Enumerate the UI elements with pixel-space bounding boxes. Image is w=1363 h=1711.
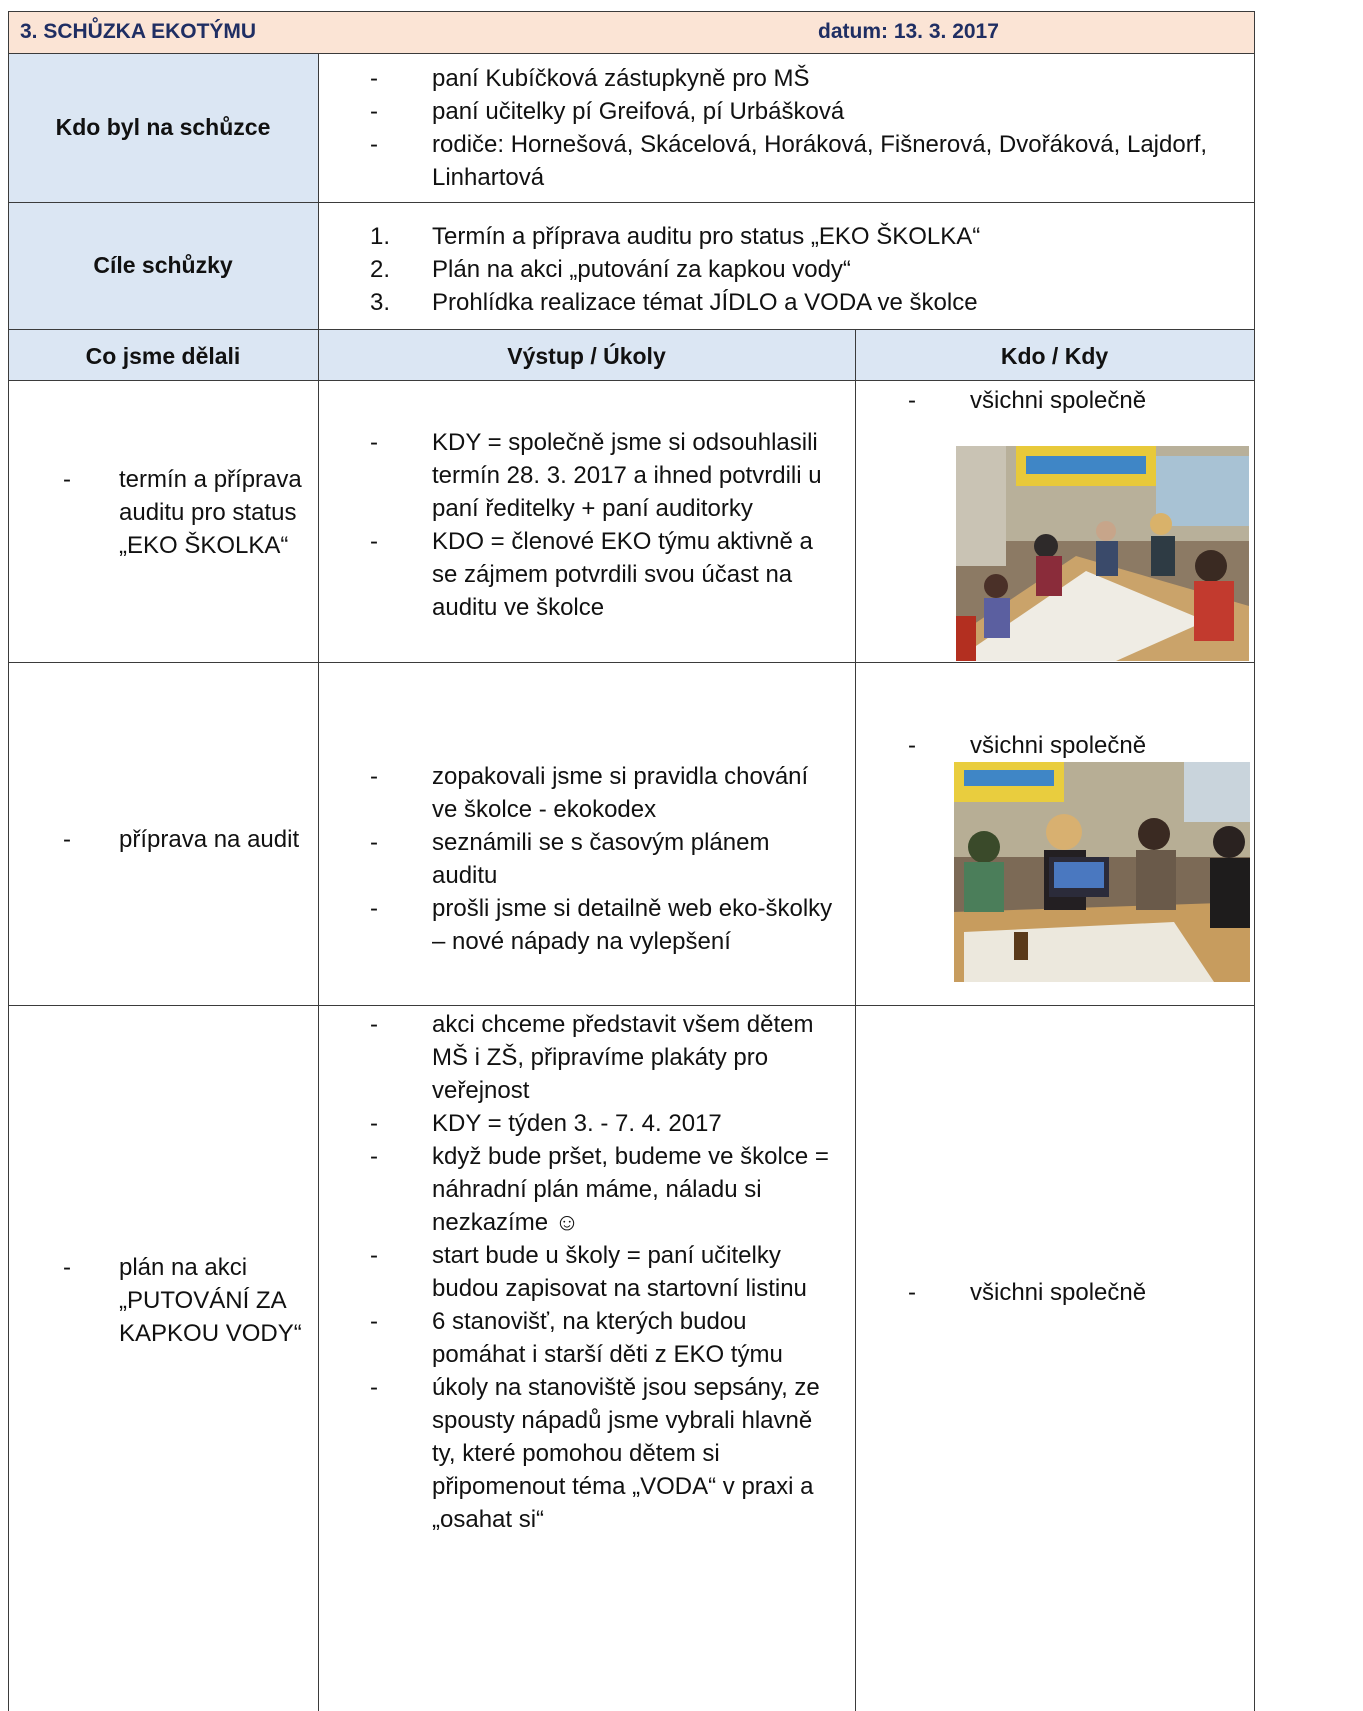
list-item: - paní učitelky pí Greifová, pí Urbášková: [370, 98, 845, 125]
list-item: - 6 stanovišť, na kterých budou pomáhat i starší děti z EKO týmu: [370, 1308, 783, 1368]
list-item: - termín a příprava auditu pro status „EKO ŠKOLKA“: [63, 466, 302, 559]
meeting-photo-2-image: [954, 762, 1250, 982]
meeting-date: datum: 13. 3. 2017: [818, 20, 999, 43]
list-item: 1. Termín a příprava auditu pro status „EKO ŠKOLKA“: [370, 223, 981, 250]
row3-outputs: [370, 1008, 840, 1536]
list-item: - zopakovali jsme si pravidla chování ve školce - ekokodex: [370, 763, 809, 823]
row1-who: [908, 384, 1238, 417]
list-item: - start bude u školy = paní učitelky budou zapisovat na startovní listinu: [370, 1242, 807, 1302]
list-item: - když bude pršet, budeme ve školce = náhradní plán máme, náladu si nezkazíme ☺: [370, 1143, 829, 1236]
list-item: - akci chceme představit všem dětem MŠ i ZŠ, připravíme plakáty pro veřejnost: [370, 1011, 814, 1104]
list-item: - KDY = týden 3. - 7. 4. 2017: [370, 1110, 722, 1137]
row2-outputs: [370, 760, 840, 958]
goals-list: [370, 220, 1230, 319]
row1-what: [63, 463, 313, 562]
who-list: [370, 62, 1230, 194]
list-item: - prošli jsme si detailně web eko-školky – nové nápady na vylepšení: [370, 895, 833, 955]
page-title: 3. SCHŮZKA EKOTÝMU: [20, 20, 257, 43]
list-item: 3. Prohlídka realizace témat JÍDLO a VODA ve školce: [370, 289, 978, 316]
column-header-what: Co jsme dělali: [85, 343, 241, 369]
column-header-output: Výstup / Úkoly: [507, 343, 666, 369]
row2-what: [63, 823, 313, 856]
goals-label: Cíle schůzky: [93, 252, 233, 278]
list-item: - rodiče: Hornešová, Skácelová, Horáková, Fišnerová, Dvořáková, Lajdorf, Linhartová: [370, 131, 1208, 191]
row2-who: [908, 729, 1238, 762]
meeting-photo-1-image: [956, 446, 1249, 661]
list-item: - všichni společně: [908, 387, 1147, 414]
meeting-photo-1: [956, 446, 1249, 661]
list-item: - seznámili se s časovým plánem auditu: [370, 829, 770, 889]
list-item: - úkoly na stanoviště jsou sepsány, ze spousty nápadů jsme vybrali hlavně ty, které pomohou dětem si připomenout téma „VODA“ v praxi a „osahat si“: [370, 1374, 820, 1533]
list-item: 2. Plán na akci „putování za kapkou vody“: [370, 256, 851, 283]
list-item: - plán na akci „PUTOVÁNÍ ZA KAPKOU VODY“: [63, 1254, 302, 1347]
meeting-record-table: [8, 11, 1363, 1711]
list-item: - příprava na audit: [63, 826, 300, 853]
list-item: - paní Kubíčková zástupkyně pro MŠ: [370, 65, 810, 92]
list-item: - všichni společně: [908, 732, 1147, 759]
list-item: - KDO = členové EKO týmu aktivně a se zájmem potvrdili svou účast na auditu ve školce: [370, 528, 813, 621]
list-item: - všichni společně: [908, 1279, 1147, 1306]
row1-outputs: [370, 426, 840, 624]
column-header-who-when: Kdo / Kdy: [1000, 343, 1109, 369]
meeting-photo-2: [954, 762, 1250, 982]
list-item: - KDY = společně jsme si odsouhlasili termín 28. 3. 2017 a ihned potvrdili u paní ředitelky + paní auditorky: [370, 429, 822, 522]
row3-what: [63, 1251, 313, 1350]
row3-who: [908, 1276, 1238, 1309]
who-label: Kdo byl na schůzce: [55, 114, 271, 140]
